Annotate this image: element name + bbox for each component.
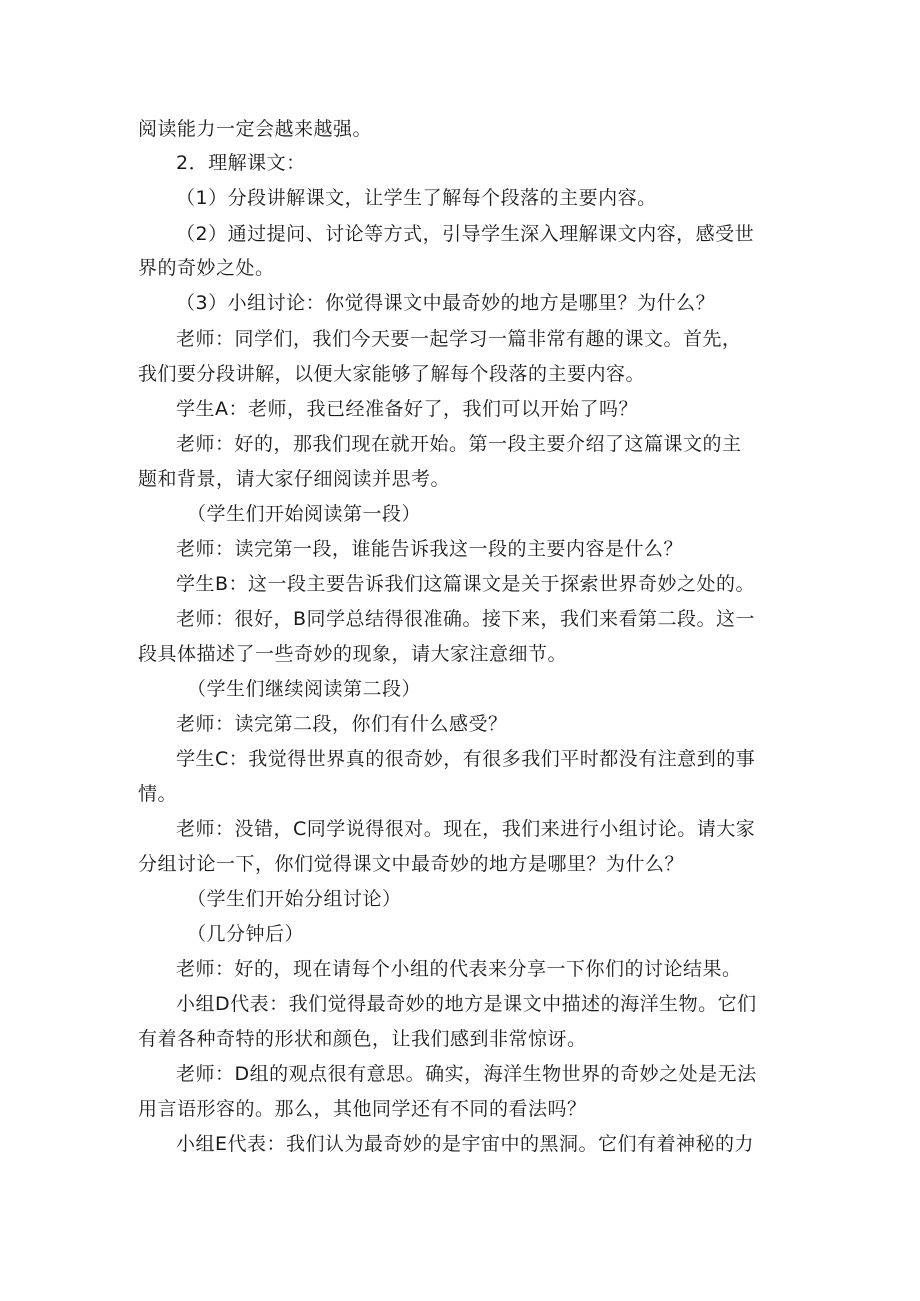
text-line: （1）分段讲解课文，让学生了解每个段落的主要内容。 [176,187,657,209]
text-line: （学生们继续阅读第二段） [187,678,422,700]
text-line: 小组E代表：我们认为最奇妙的是宇宙中的黑洞。它们有着神秘的力 [176,1133,755,1155]
text-line: 界的奇妙之处。 [138,257,275,279]
section-heading: 2．理解课文： [176,152,306,174]
text-line: 情。 [138,783,178,805]
text-line: （3）小组讨论：你觉得课文中最奇妙的地方是哪里？为什么？ [176,292,716,314]
text-line: 分组讨论一下，你们觉得课文中最奇妙的地方是哪里？为什么？ [138,853,685,875]
text-line: 老师：很好，B同学总结得很准确。接下来，我们来看第二段。这一 [176,608,756,630]
text-line: 老师：没错，C同学说得很对。现在，我们来进行小组讨论。请大家 [176,818,756,840]
text-line: 学生A：老师，我已经准备好了，我们可以开始了吗？ [176,398,638,420]
text-line: 有着各种奇特的形状和颜色，让我们感到非常惊讶。 [138,1028,587,1050]
text-line: （几分钟后） [187,923,305,945]
text-line: （学生们开始阅读第一段） [187,503,422,525]
text-line: 用言语形容的。那么，其他同学还有不同的看法吗？ [138,1098,587,1120]
text-line: 老师：好的，现在请每个小组的代表来分享一下你们的讨论结果。 [176,958,742,980]
text-line: 老师：读完第一段，谁能告诉我这一段的主要内容是什么？ [176,538,684,560]
text-line: 题和背景，请大家仔细阅读并思考。 [138,468,451,490]
text-line: 我们要分段讲解，以便大家能够了解每个段落的主要内容。 [138,363,646,385]
text-line: 学生C：我觉得世界真的很奇妙，有很多我们平时都没有注意到的事 [176,748,756,770]
text-line: （学生们开始分组讨论） [187,888,402,910]
text-line: 老师：好的，那我们现在就开始。第一段主要介绍了这篇课文的主 [176,433,742,455]
text-line: 老师：读完第二段，你们有什么感受？ [176,713,508,735]
text-line: 学生B：这一段主要告诉我们这篇课文是关于探索世界奇妙之处的。 [176,573,756,595]
text-line: （2）通过提问、讨论等方式，引导学生深入理解课文内容，感受世 [176,223,755,245]
text-line: 小组D代表：我们觉得最奇妙的地方是课文中描述的海洋生物。它们 [176,993,757,1015]
text-line: 老师：D组的观点很有意思。确实，海洋生物世界的奇妙之处是无法 [176,1063,757,1085]
text-line: 阅读能力一定会越来越强。 [138,118,373,140]
text-line: 段具体描述了一些奇妙的现象，请大家注意细节。 [138,643,568,665]
text-line: 老师：同学们，我们今天要一起学习一篇非常有趣的课文。首先， [176,328,742,350]
